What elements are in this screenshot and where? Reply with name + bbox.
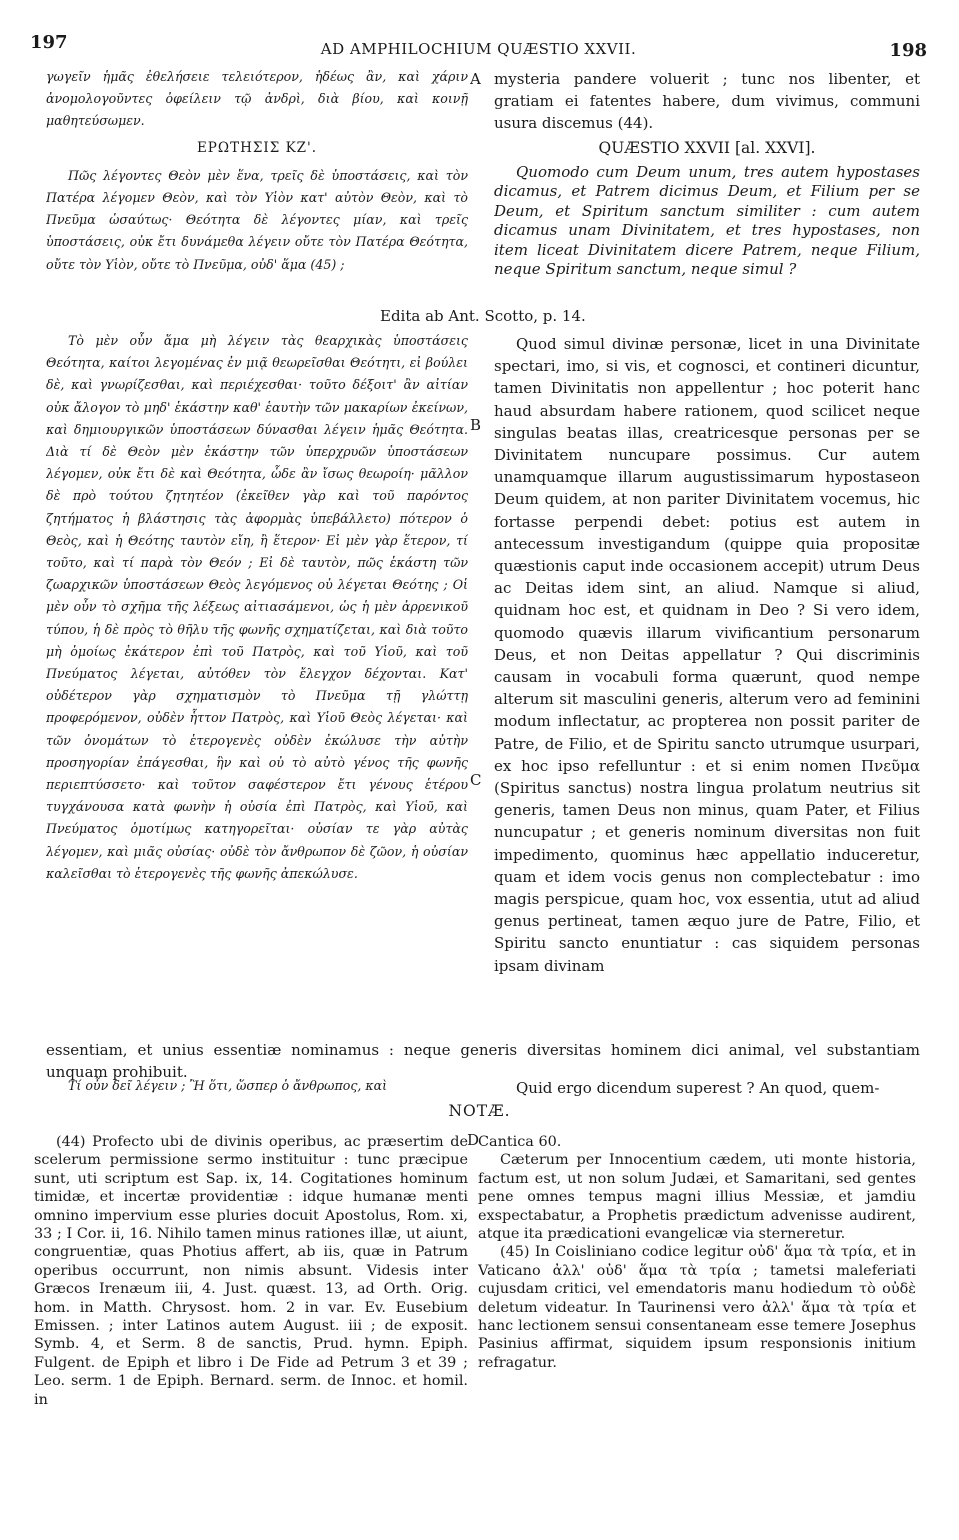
- note-44-paragraph: Cæterum per Innocentium cædem, uti monte historia, factum est, ut non solum Judæi, et Samaritani, sed gentes pene omnes tempus magni illius Messiæ, et jamdiu exspectabatur, a Prophetis prædictum advenisse audirent, atque ita prædicationi evangelicæ via sterneretur.: [478, 1152, 916, 1243]
- running-title: AD AMPHILOCHIUM QUÆSTIO XXVII.: [320, 40, 637, 58]
- latin-closing: [494, 1077, 920, 1101]
- note-44: (44) Profecto ubi de divinis operibus, ac præsertim de scelerum permissione sermo instituitur : tunc præcipue sunt, uti scriptum est Sap. ix, 14. Cogitationes hominum timidæ, et incertæ providentiæ : idque humanæ menti omnino impervium esse pluries docuit Apostolus, Rom. xi, 33 ; I Cor. ii, 16. Nihilo tamen minus rationes illæ, ut aiunt, congruentiæ, quas Photius affert, ab iis, quæ in Patrum operibus occurrunt, non nimis absunt. Videsis inter Græcos Irenæum iii, 4. Just. quæst. 13, ad Orth. Orig. hom. in Matth. Chrysost. hom. 2 in var. Ev. Eusebium Emissen. ; inter Latinos autem August. iii ; de exposit. Symb. 4, et Serm. 8 de sanctis, Prud. hymn. Epiph. Fulgent. de Epiph et libro i De Fide ad Petrum 3 et 39 ; Leo. serm. 1 de Epiph. Bernard. serm. de Innoc. et homil. in: [34, 1134, 468, 1408]
- greek-intro: γωγεῖν ἡμᾶς ἐθελήσειε τελειότερον, ἡδέως ἂν, καὶ χάριν ἀνομολογοῦντες ὀφείλειν τῷ ἀνδρὶ, διὰ βίου, καὶ κοινῇ μαθητεύσωμεν.: [46, 69, 468, 129]
- edition-note: Edita ab Ant. Scotto, p. 14.: [380, 307, 586, 325]
- page-number-right: 198: [889, 40, 927, 61]
- greek-answer: Τὸ μὲν οὖν ἅμα μὴ λέγειν τὰς θεαρχικὰς ὑποστάσεις Θεότητα, καίτοι λεγομένας ἐν μιᾷ θεωρεῖσθαι Θεότητι, εἰ βούλει δὲ, καὶ γνωρίζεσθαι, καὶ περιέχεσθαι· τοῦτο δέξοιτ' ἂν αἰτίαν οὐκ ἄλογον τὸ μηδ' ἑκάστην καθ' ἑαυτὴν τῶν μακαρίων ἐκείνων, καὶ δημιουργικῶν ὑποστάσεων δύνασθαι λέγειν ἡμᾶς Θεότητα. Διὰ τί δὲ Θεὸν μὲν ἑκάστην τῶν ὑπερχρυῶν ὑποστάσεων λέγομεν, οὐκ ἔτι δὲ καὶ Θεότητα, ὧδε ἂν ἴσως θεωροίη· μᾶλλον δὲ πρὸ τούτου ζητητέον (ἐκεῖθεν γὰρ καὶ τοῦ παρόντος ζητήματος ἡ βλάστησις τὰς ἀφορμὰς ὑπεβάλλετο) πότερον ὁ Θεὸς, καὶ ἡ Θεότης ταυτὸν εἴη, ἢ ἕτερον· Εἰ μὲν γὰρ ἕτερον, τί τοῦτο, καὶ τί παρὰ τὸν Θεόν ; Εἰ δὲ ταυτὸν, πῶς ἑκάστη τῶν ζωαρχικῶν ὑποστάσεων Θεὸς λεγόμενος οὐ λέγεται Θεότης ; Οἱ μὲν οὖν τὸ σχῆμα τῆς λέξεως αἰτιασάμενοι, ὡς ἡ μὲν ἀρρενικοῦ τύπου, ἡ δὲ πρὸς τὸ θῆλυ τῆς φωνῆς σχηματίζεται, καὶ διὰ τοῦτο μὴ ὁμοίως ἑκάτερον ἐπὶ τοῦ Πατρὸς, καὶ τοῦ Υἱοῦ, καὶ τοῦ Πνεύματος λέγεται, αὐτόθεν τὸν ἔλεγχον δέχονται. Κατ' οὐδέτερον γὰρ σχηματισμὸν τὸ Πνεῦμα τῇ γλώττῃ προφερόμενον, οὐδὲν ἧττον Πατρὸς, καὶ Υἱοῦ Θεὸς λέγεται· καὶ τῶν ὀνομάτων τὸ ἑτερογενὲς οὐδὲν ἐκώλυσε τὴν αὐτὴν προσηγορίαν ἐπάγεσθαι, ἣν καὶ οὐ τὸ αὐτὸ γένος τῆς φωνῆς περιεπτύσσετο· καὶ τοῦτον σαφέστερον ἔτι γένους ἑτέρου τυγχάνουσα κατὰ φωνὴν ἡ οὐσία ἐπὶ Πατρὸς, καὶ Υἱοῦ, καὶ Πνεύματος ὁμοτίμως κατηγορεῖται· οὐσίαν τε γὰρ αὐτὰς λέγομεν, καὶ μιᾶς οὐσίας· οὐδὲ τὸν ἄνθρωπον δὲ ζῶον, ἡ οὐσίαν καλεῖσθαι τὸ ἑτερογενὲς τῆς φωνῆς ἀπεκώλυσε.: [46, 333, 468, 881]
- latin-column-body: [494, 333, 920, 1037]
- note-44-continuation: Cantica 60.: [478, 1134, 562, 1150]
- page-number-left: 197: [30, 32, 68, 53]
- notes-right-column: [478, 1133, 916, 1413]
- greek-question: Πῶς λέγοντες Θεὸν μὲν ἕνα, τρεῖς δὲ ὑποστάσεις, καὶ τὸν Πατέρα λέγομεν Θεὸν, καὶ τὸν Υἱὸν κατ' αὐτὸν Θεὸν, καὶ τὸ Πνεῦμα ὡσαύτως· Θεότητα δὲ λέγοντες μίαν, καὶ τρεῖς ὑποστάσεις, οὐκ ἔτι δυνάμεθα λέγειν οὔτε τὸν Πατέρα Θεότητα, οὔτε τὸν Υἱὸν, οὔτε τὸ Πνεῦμα, οὐδ' ἅμα (45) ;: [46, 167, 468, 272]
- greek-column-top: [46, 66, 468, 304]
- greek-question-heading: ΕΡΩΤΗΣΙΣ ΚΖ'.: [196, 139, 318, 156]
- margin-letter-c: C: [470, 771, 482, 789]
- page-header: [30, 30, 927, 60]
- notes-heading: NOTÆ.: [448, 1102, 511, 1120]
- greek-closing-text: Τί οὖν δεῖ λέγειν ; Ἢ ὅτι, ὥσπερ ὁ ἄνθρωπος, καὶ: [68, 1078, 388, 1093]
- latin-question-heading: QUÆSTIO XXVII [al. XXVI].: [598, 138, 816, 157]
- latin-question: Quomodo cum Deum unum, tres autem hypostases dicamus, et Patrem dicimus Deum, et Filium per se Deum, et Spiritum sanctum similiter : cum autem dicamus unam Divinitatem, et tres hypostases, non item liceat Divinitatem dicere Patrem, neque Filium, neque Spiritum sanctum, neque simul ?: [494, 162, 920, 279]
- latin-column-top: [494, 68, 920, 308]
- note-45: (45) In Coisliniano codice legitur οὐδ' ἅμα τὰ τρία, et in Vaticano ἀλλ' οὐδ' ἅμα τὰ τρία ; tametsi maleferiati cujusdam critici, vel emendatoris manu hodiedum τὸ οὐδὲ deletum videatur. In Taurinensi vero ἀλλ' ἅμα τὰ τρία et hanc lectionem sensui consentaneam esse temere Josephus Pasinius affirmat, siquidem ipsum responsionis initium refragatur.: [478, 1244, 916, 1371]
- greek-closing: [46, 1075, 468, 1099]
- greek-column-body: [46, 330, 468, 1034]
- notes-left-column: [34, 1133, 468, 1428]
- latin-closing-text: Quid ergo dicendum superest ? An quod, quem-: [516, 1079, 880, 1097]
- latin-answer: Quod simul divinæ personæ, licet in una Divinitate spectari, imo, si vis, et cognosci, et contineri dicuntur, tamen Divinitatis non appellentur ; hoc poterit hanc haud absurdam habere rationem, quod scilicet neque singulas beatas illas, creatricesque personas per se Divinitatem nuncupare possimus. Cur autem unamquamque illarum augustissimarum hypostaseon Deum quidem, at non pariter Divinitatem vocemus, hic fortasse perpendi debet: potius est autem in antecessum investigandum (quippe quia propositæ quæstionis caput inde occasionem accepit) utrum Deus ac Deitas idem sint, an aliud. Namque si aliud, quidnam hoc est, et quidnam in Deo ? Si vero idem, quomodo quævis illarum vivificantium personarum Deus, et non Deitas appellatur ? Qui discriminis causam in vocabuli forma quærunt, quod nempe alterum sit masculini generis, alterum vero ad feminini modum inflectatur, ac propterea non possit pariter de Patre, de Filio, et de Spiritu sancto utrumque usurpari, ex hoc ipso refelluntur : et si enim nomen Πνεῦμα (Spiritus sanctus) nostra lingua prolatum neutrius sit generis, tamen Deus non minus, quam Pater, et Filius nuncupatur ; et generis nominum diversitas non fuit impedimento, quominus hæc appellatio induceretur, quam et idem vocis genus non complectebatur : imo magis perspicue, quam hoc, vox essentia, utut ad aliud genus pertineat, tamen æquo jure de Patre, Filio, et Spiritu sancto enuntiatur : cas siquidem personas ipsam divinam: [494, 335, 920, 975]
- full-width-continuation: essentiam, et unius essentiæ nominamus : neque generis diversitas hominem dici animal, vel substantiam unquam prohibuit.: [46, 1041, 920, 1082]
- margin-letter-d: D: [467, 1131, 480, 1149]
- margin-letter-a: A: [470, 70, 481, 88]
- margin-letter-b: B: [470, 416, 482, 434]
- latin-intro: mysteria pandere voluerit ; tunc nos libenter, et gratiam ei fatentes habere, dum vivimus, communi usura discemus (44).: [494, 70, 920, 133]
